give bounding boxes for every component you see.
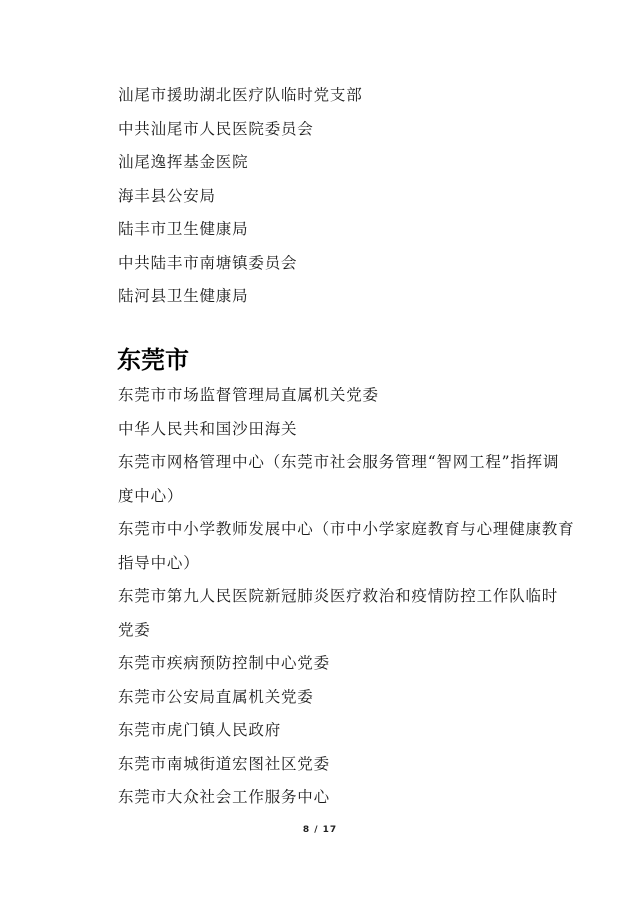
list-item: 东莞市市场监督管理局直属机关党委 <box>118 386 379 404</box>
list-item: 汕尾市援助湖北医疗队临时党支部 <box>118 86 363 104</box>
list-item: 东莞市疾病预防控制中心党委 <box>118 654 330 672</box>
list-item: 东莞市南城街道宏图社区党委 <box>118 754 330 773</box>
section-title-dongguan: 东莞市 <box>117 346 189 374</box>
list-item: 陆丰市卫生健康局 <box>118 220 249 238</box>
list-item: 东莞市第九人民医院新冠肺炎医疗救治和疫情防控工作队临时 <box>118 587 559 605</box>
list-item-continuation: 党委 <box>118 620 151 639</box>
list-item: 陆河县卫生健康局 <box>118 287 249 305</box>
list-item-continuation: 度中心） <box>118 486 184 505</box>
shanwei-honoree-list <box>118 79 363 314</box>
list-item: 东莞市虎门镇人民政府 <box>118 721 282 739</box>
list-item: 中共陆丰市南塘镇委员会 <box>118 253 298 272</box>
list-item: 中华人民共和国沙田海关 <box>118 419 298 438</box>
list-item: 东莞市公安局直属机关党委 <box>118 687 314 706</box>
list-item-continuation: 指导中心） <box>118 553 200 572</box>
list-item: 东莞市网格管理中心（东莞市社会服务管理“智网工程”指挥调 <box>118 453 560 471</box>
list-item: 汕尾逸挥基金医院 <box>118 153 249 171</box>
list-item: 东莞市大众社会工作服务中心 <box>118 788 330 806</box>
dongguan-honoree-list <box>118 379 574 815</box>
list-item: 东莞市中小学教师发展中心（市中小学家庭教育与心理健康教育 <box>118 520 575 538</box>
list-item: 中共汕尾市人民医院委员会 <box>118 119 314 138</box>
list-item: 海丰县公安局 <box>118 186 216 205</box>
page-number: 8 / 17 <box>302 825 338 835</box>
